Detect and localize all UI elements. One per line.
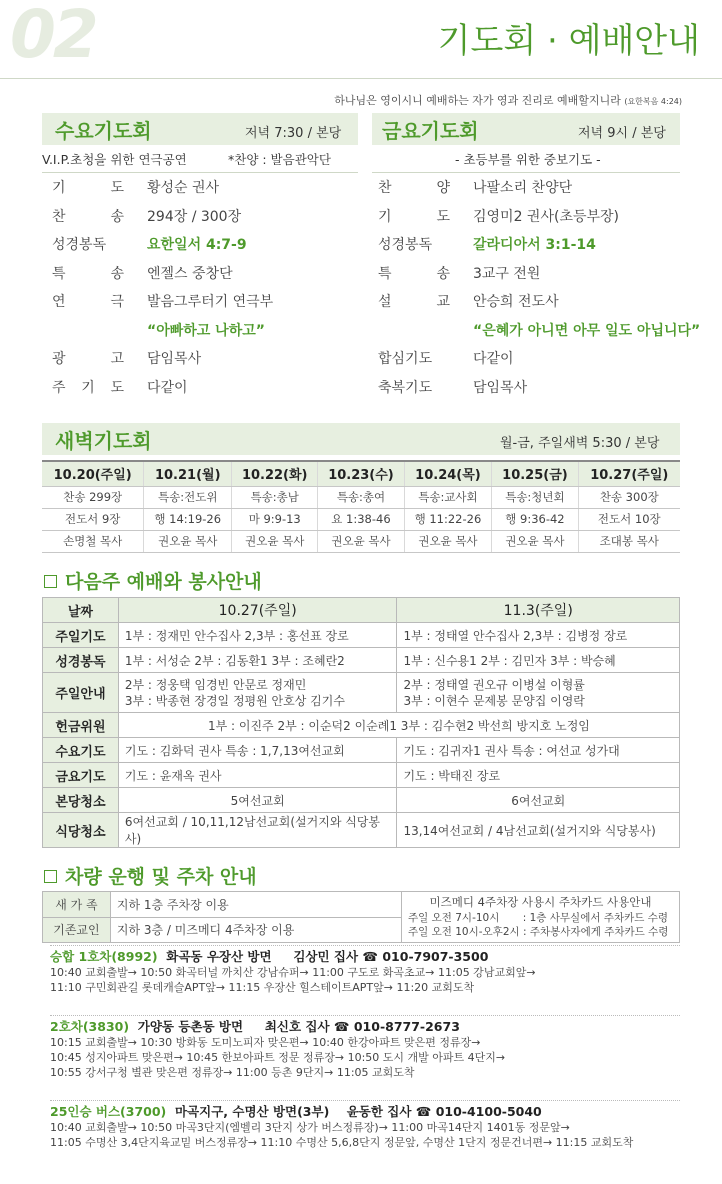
dawn-cell: 특송:총여 bbox=[318, 486, 404, 508]
program-row bbox=[52, 288, 352, 316]
program-value: 발음그루터기 연극부 bbox=[147, 294, 274, 310]
date-header: 날짜 bbox=[43, 598, 119, 623]
program-value: 요한일서 4:7-9 bbox=[147, 237, 247, 253]
date-col-2: 11.3(주일) bbox=[397, 598, 680, 623]
next-week-heading: 다음주 예배와 봉사안내 bbox=[44, 567, 262, 594]
bus-stop-line: 11:10 구민회관길 롯데캐슬APT앞→ 11:15 우장산 힐스테이트APT앞→ 11:20 교회도착 bbox=[50, 981, 475, 994]
service-label: 금요기도 bbox=[43, 763, 119, 788]
dawn-date: 10.22(화) bbox=[232, 461, 318, 486]
program-row bbox=[378, 345, 678, 373]
bus-divider bbox=[50, 1100, 680, 1101]
dawn-date: 10.27(주일) bbox=[578, 461, 680, 486]
program-role: 합심기도 bbox=[378, 351, 433, 367]
program-role: 찬 송 bbox=[52, 208, 124, 225]
dawn-cell: 행 11:22-26 bbox=[404, 508, 492, 530]
service-value: 기도 : 윤재옥 권사 bbox=[118, 763, 397, 788]
date-col-1: 10.27(주일) bbox=[118, 598, 397, 623]
program-row bbox=[52, 231, 352, 259]
checkbox-icon bbox=[44, 575, 57, 588]
service-value: 6여선교회 bbox=[397, 788, 680, 813]
program-value: 다같이 bbox=[473, 351, 514, 367]
parking-heading: 차량 운행 및 주차 안내 bbox=[44, 862, 257, 889]
page-number: 02 bbox=[10, 0, 96, 73]
friday-title: 금요기도회 bbox=[382, 119, 479, 143]
service-label: 식당청소 bbox=[43, 813, 119, 848]
friday-divider bbox=[372, 172, 680, 173]
service-value: 1부 : 정태열 안수집사 2,3부 : 김병정 장로 bbox=[397, 623, 680, 648]
dawn-cell: 권오윤 목사 bbox=[232, 530, 318, 552]
program-role: 찬 양 bbox=[378, 180, 450, 196]
bus-name: 25인승 버스(3700) bbox=[50, 1104, 167, 1119]
program-role: 광 고 bbox=[52, 351, 124, 367]
dawn-cell: 권오윤 목사 bbox=[404, 530, 492, 552]
wednesday-subtitle-2: *찬양 : 발음관악단 bbox=[228, 152, 331, 167]
service-label: 본당청소 bbox=[43, 788, 119, 813]
wednesday-subtitle: V.I.P.초청을 위한 연극공연 bbox=[42, 152, 187, 167]
checkbox-icon bbox=[44, 870, 57, 883]
dawn-cell: 권오윤 목사 bbox=[492, 530, 578, 552]
dawn-cell: 권오윤 목사 bbox=[318, 530, 404, 552]
service-row bbox=[43, 713, 680, 738]
dawn-date: 10.24(목) bbox=[404, 461, 492, 486]
friday-subtitle: - 초등부를 위한 중보기도 - bbox=[455, 152, 601, 167]
bus-stop-line: 10:40 교회출발→ 10:50 화곡터널 까치산 강남슈퍼→ 11:00 구도로 화곡초교→ 11:05 강남교회앞→ bbox=[50, 966, 536, 979]
service-value: 6여선교회 / 10,11,12남선교회(설거지와 식당봉사) bbox=[118, 813, 397, 848]
program-role: 특 송 bbox=[52, 265, 124, 282]
service-value: 5여선교회 bbox=[118, 788, 397, 813]
dawn-date: 10.23(수) bbox=[318, 461, 404, 486]
dawn-date: 10.20(주일) bbox=[42, 461, 144, 486]
program-value: 갈라디아서 3:1-14 bbox=[473, 237, 596, 253]
next-week-service-table bbox=[42, 597, 680, 848]
service-value: 1부 : 서성순 2부 : 김동환1 3부 : 조혜란2 bbox=[118, 648, 397, 673]
program-role: 성경봉독 bbox=[378, 237, 433, 253]
program-role: 특 송 bbox=[378, 265, 450, 282]
program-role: 기 도 bbox=[378, 208, 450, 225]
dawn-date: 10.21(월) bbox=[144, 461, 232, 486]
bus-stop-line: 10:55 강서구청 별관 맞은편 정류장→ 11:00 등촌 9단지→ 11:05 교회도착 bbox=[50, 1066, 415, 1079]
program-value: 3교구 전원 bbox=[473, 265, 541, 282]
bus-divider bbox=[50, 1015, 680, 1016]
parking-label-new: 새 가 족 bbox=[43, 892, 111, 918]
dawn-cell: 권오윤 목사 bbox=[144, 530, 232, 552]
wednesday-divider bbox=[42, 172, 358, 173]
bus-name: 2호차(3830) bbox=[50, 1019, 130, 1034]
service-row bbox=[43, 623, 680, 648]
service-value: 1부 : 신수용1 2부 : 김민자 3부 : 박승혜 bbox=[397, 648, 680, 673]
bus-route bbox=[50, 1018, 680, 1080]
dawn-cell: 찬송 299장 bbox=[42, 486, 144, 508]
service-value: 기도 : 김귀자1 권사 특송 : 여선교 성가대 bbox=[397, 738, 680, 763]
dawn-cell: 전도서 10장 bbox=[578, 508, 680, 530]
service-label: 성경봉독 bbox=[43, 648, 119, 673]
parking-label-existing: 기존교인 bbox=[43, 917, 111, 943]
program-row bbox=[378, 374, 678, 402]
bus-stop-line: 10:45 성지아파트 맞은편→ 10:45 한보아파트 정문 정류장→ 10:50 도시 개발 아파트 4단지→ bbox=[50, 1051, 506, 1064]
service-label: 주일기도 bbox=[43, 623, 119, 648]
program-role: 성경봉독 bbox=[52, 237, 107, 253]
dawn-date: 10.25(금) bbox=[492, 461, 578, 486]
program-row bbox=[52, 260, 352, 288]
program-value: 담임목사 bbox=[147, 351, 202, 367]
service-value: 1부 : 정재민 안수집사 2,3부 : 홍선표 장로 bbox=[118, 623, 397, 648]
bus-direction-driver: 가양동 등촌동 방면 최신호 집사 ☎ 010-8777-2673 bbox=[129, 1019, 460, 1034]
program-role: 연 극 bbox=[52, 294, 124, 310]
program-row bbox=[378, 203, 678, 231]
program-row bbox=[52, 317, 352, 345]
service-row bbox=[43, 788, 680, 813]
bus-stop-line: 10:40 교회출발→ 10:50 마곡3단지(엠벨리 3단지 상가 버스정류장)→ 11:00 마곡14단지 1401동 정문앞→ bbox=[50, 1121, 570, 1134]
program-value: 안승희 전도사 bbox=[473, 294, 559, 310]
program-value: 294장 / 300장 bbox=[147, 208, 242, 225]
program-value: 김영미2 권사(초등부장) bbox=[473, 208, 619, 225]
service-label: 수요기도 bbox=[43, 738, 119, 763]
dawn-cell: 찬송 300장 bbox=[578, 486, 680, 508]
program-value: 다같이 bbox=[147, 379, 188, 396]
dawn-cell: 행 14:19-26 bbox=[144, 508, 232, 530]
wednesday-time: 저녁 7:30 / 본당 bbox=[245, 126, 342, 141]
dawn-cell: 특송:교사회 bbox=[404, 486, 492, 508]
service-row bbox=[43, 738, 680, 763]
bus-stop-line: 10:15 교회출발→ 10:30 방화동 도미노피자 맞은편→ 10:40 한강아파트 맞은편 정류장→ bbox=[50, 1036, 481, 1049]
dawn-cell: 마 9:9-13 bbox=[232, 508, 318, 530]
program-row bbox=[378, 260, 678, 288]
program-value: “은혜가 아니면 아무 일도 아닙니다” bbox=[473, 322, 701, 339]
bus-divider bbox=[50, 945, 680, 946]
program-row bbox=[52, 374, 352, 402]
program-value: 황성순 권사 bbox=[147, 180, 220, 196]
bus-stop-line: 11:05 수명산 3,4단지육교밑 버스정류장→ 11:10 수명산 5,6,8단지 정문앞, 수명산 1단지 정문건너편→ 11:15 교회도착 bbox=[50, 1136, 634, 1149]
dawn-cell: 전도서 9장 bbox=[42, 508, 144, 530]
service-row bbox=[43, 648, 680, 673]
dawn-cell: 요 1:38-46 bbox=[318, 508, 404, 530]
dawn-schedule-table bbox=[42, 460, 680, 553]
program-value: 나팔소리 찬양단 bbox=[473, 180, 573, 196]
bus-route bbox=[50, 1103, 680, 1150]
program-value: 엔젤스 중창단 bbox=[147, 265, 233, 282]
dawn-title: 새벽기도회 bbox=[55, 429, 152, 453]
program-role: 기 도 bbox=[52, 180, 124, 196]
friday-time: 저녁 9시 / 본당 bbox=[578, 126, 666, 141]
program-row bbox=[52, 203, 352, 231]
parking-value-existing: 지하 3층 / 미즈메디 4주차장 이용 bbox=[110, 917, 401, 943]
program-row bbox=[378, 231, 678, 259]
program-role: 주 기 도 bbox=[52, 379, 124, 396]
service-label: 헌금위원 bbox=[43, 713, 119, 738]
dawn-cell: 행 9:36-42 bbox=[492, 508, 578, 530]
service-row bbox=[43, 813, 680, 848]
page-title: 기도회 · 예배안내 bbox=[437, 21, 700, 61]
bus-route bbox=[50, 948, 680, 995]
bus-direction-driver: 화곡동 우장산 방면 김상민 집사 ☎ 010-7907-3500 bbox=[157, 949, 489, 964]
parking-table bbox=[42, 891, 680, 943]
dawn-cell: 특송:총남 bbox=[232, 486, 318, 508]
program-row bbox=[52, 174, 352, 202]
program-row bbox=[378, 317, 701, 345]
service-value: 2부 : 정웅택 임경빈 안문로 정재민 3부 : 박종현 장경일 정평원 안호상 김기수 bbox=[118, 673, 397, 713]
dawn-cell: 특송:전도위 bbox=[144, 486, 232, 508]
parking-value-new: 지하 1층 주차장 이용 bbox=[110, 892, 401, 918]
program-value: 담임목사 bbox=[473, 379, 528, 396]
service-value: 13,14여선교회 / 4남선교회(설거지와 식당봉사) bbox=[397, 813, 680, 848]
service-row bbox=[43, 763, 680, 788]
service-label: 주일안내 bbox=[43, 673, 119, 713]
program-row bbox=[378, 174, 678, 202]
service-value: 2부 : 정태열 권오규 이병설 이형률 3부 : 이현수 문제봉 문양집 이영락 bbox=[397, 673, 680, 713]
service-value: 1부 : 이진주 2부 : 이순덕2 이순례1 3부 : 김수현2 박선희 방지호 노정임 bbox=[118, 713, 679, 738]
bus-name: 승합 1호차(8992) bbox=[50, 949, 158, 964]
program-role: 축복기도 bbox=[378, 379, 433, 396]
dawn-time: 월-금, 주일새벽 5:30 / 본당 bbox=[500, 436, 660, 451]
bus-direction-driver: 마곡지구, 수명산 방면(3부) 윤동한 집사 ☎ 010-4100-5040 bbox=[166, 1104, 542, 1119]
program-row bbox=[378, 288, 678, 316]
service-value: 기도 : 박태진 장로 bbox=[397, 763, 680, 788]
program-value: “아빠하고 나하고” bbox=[147, 322, 265, 339]
header-divider bbox=[0, 78, 722, 79]
bible-verse: 하나님은 영이시니 예배하는 자가 영과 진리로 예배할지니라 (요한복음 4:24) bbox=[334, 94, 682, 107]
parking-card-note: 미즈메디 4주차장 사용시 주차카드 사용안내 주일 오전 7시-10시 : 1층 사무실에서 주차카드 수령 주일 오전 10시-오후2시 : 주차봉사자에게 주차카드 수령 bbox=[402, 892, 680, 943]
dawn-cell: 조대봉 목사 bbox=[578, 530, 680, 552]
service-row bbox=[43, 673, 680, 713]
wednesday-title: 수요기도회 bbox=[55, 119, 152, 143]
dawn-cell: 손명철 목사 bbox=[42, 530, 144, 552]
program-row bbox=[52, 345, 352, 373]
dawn-cell: 특송:청년회 bbox=[492, 486, 578, 508]
program-role: 설 교 bbox=[378, 294, 450, 310]
service-value: 기도 : 김화덕 권사 특송 : 1,7,13여선교회 bbox=[118, 738, 397, 763]
